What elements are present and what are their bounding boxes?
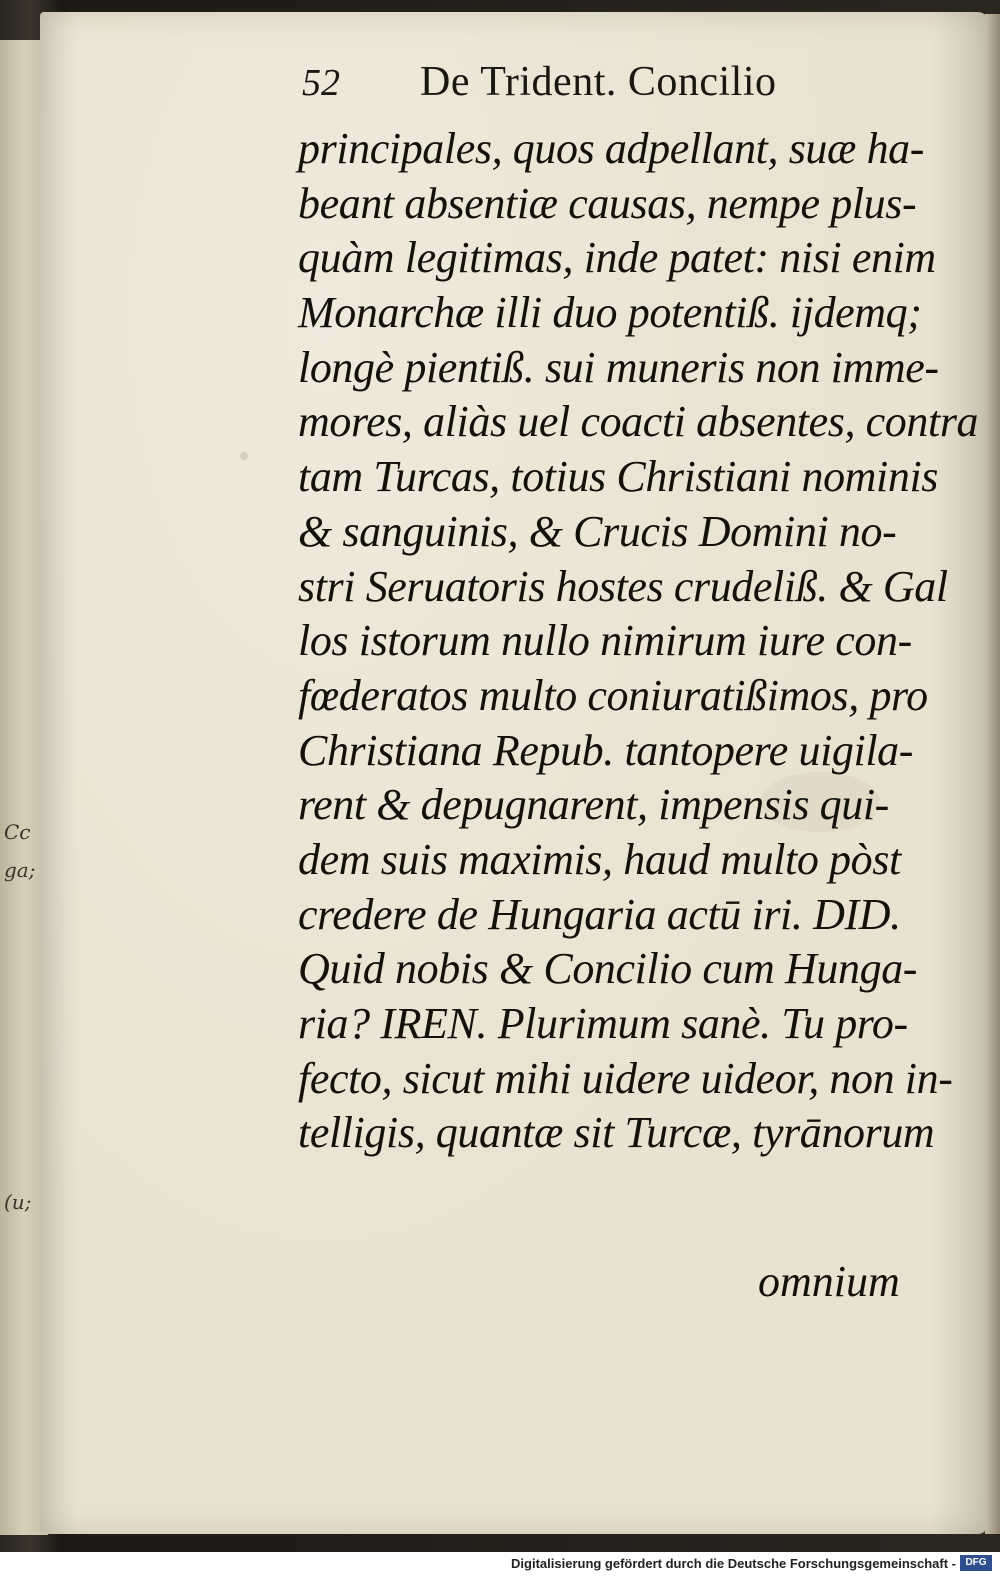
margin-note: Cc <box>4 820 31 844</box>
text-line: principales, quos adpellant, suæ ha- <box>298 124 925 173</box>
paper-spot <box>240 452 248 460</box>
page-header <box>302 58 862 114</box>
running-title: De Trident. Concilio <box>420 59 777 105</box>
margin-note: (u; <box>4 1190 32 1214</box>
body-text <box>298 122 979 1161</box>
text-line: fecto, sicut mihi uidere uideor, non in- <box>298 1053 953 1103</box>
text-line: ria? IREN. Plurimum sanè. Tu pro- <box>298 999 908 1048</box>
text-line: Quid nobis & Concilio cum Hunga- <box>298 944 918 994</box>
text-line: stri Seruatoris hostes crudeliß. & Gal <box>298 561 948 611</box>
text-line: beant absentiæ causas, nempe plus- <box>298 178 917 228</box>
text-line: tam Turcas, totius Christiani nominis <box>298 452 939 502</box>
text-line: credere de Hungaria actū iri. DID. <box>298 889 901 939</box>
text-line: los istorum nullo nimirum iure con- <box>298 616 912 666</box>
text-line: & sanguinis, & Crucis Domini no- <box>298 506 897 556</box>
footer-credit: Digitalisierung gefördert durch die Deutsche Forschungsgemeinschaft - <box>511 1556 956 1571</box>
text-line: quàm legitimas, inde patet: nisi enim <box>298 233 936 283</box>
page-number: 52 <box>302 62 340 104</box>
catchword: omnium <box>758 1257 900 1306</box>
text-line: mores, aliàs uel coacti absentes, contra <box>298 397 979 447</box>
text-line: telligis, quantæ sit Turcæ, tyrānorum <box>298 1108 935 1158</box>
dfg-logo: DFG <box>960 1555 992 1571</box>
margin-note: ga; <box>4 858 36 882</box>
text-line: longè pientiß. sui muneris non imme- <box>298 342 939 392</box>
text-line: rent & depugnarent, impensis qui- <box>298 780 889 830</box>
text-line: Christiana Repub. tantopere uigila- <box>298 725 913 775</box>
text-line: Monarchæ illi duo potentiß. ijdemq; <box>298 288 922 338</box>
text-line: dem suis maximis, haud multo pòst <box>298 834 901 884</box>
text-line: fœderatos multo coniuratißimos, pro <box>298 670 928 720</box>
